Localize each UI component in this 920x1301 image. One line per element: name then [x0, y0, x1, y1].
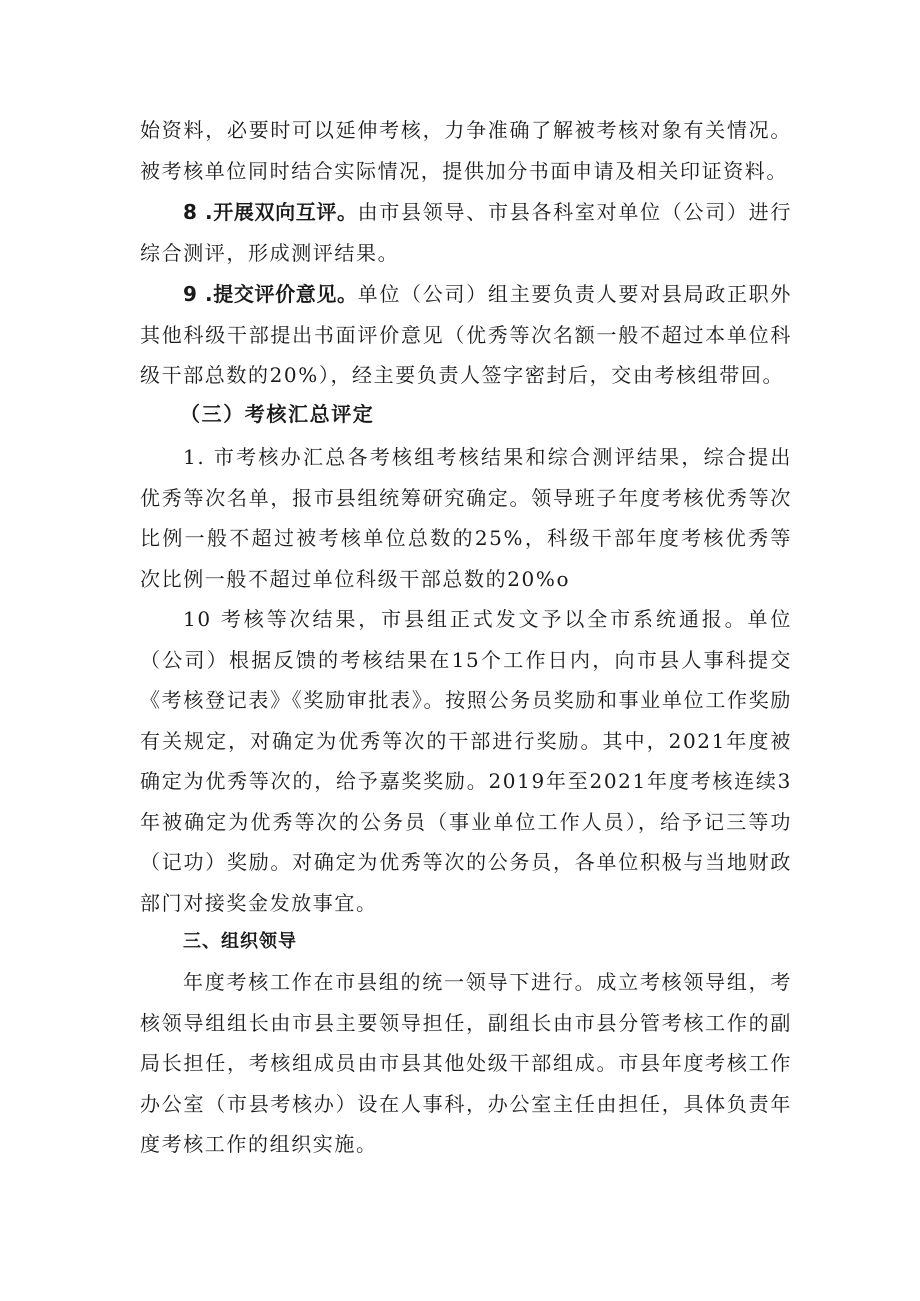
- paragraph-submit-evaluation: [140, 274, 792, 396]
- paragraph-rank-results: [140, 599, 792, 923]
- paragraph-verification-materials: [140, 110, 792, 191]
- paragraph-text: 由市县领导、市县各科室对单位（公司）进行综合测评，形成测评结果。: [140, 200, 792, 265]
- paragraph-text: 年度考核工作在市县组的统一领导下进行。成立考核领导组，考核领导组组长由市县主要领导担任，副组长由市县分管考核工作的副局长担任，考核组成员由市县其他处级干部组成。市县年度考核工作办公室（市县考核办）设在人事科，办公室主任由担任，具体负责年度考核工作的组织实施。: [140, 970, 792, 1156]
- paragraph-summary-results: [140, 437, 792, 599]
- subheading-summary-assessment: （三）考核汇总评定: [180, 402, 375, 426]
- item-8-lead: 8 .开展双向互评。: [183, 200, 358, 224]
- item-9-lead: 9 .提交评价意见。: [183, 282, 358, 306]
- paragraph-text: 1. 市考核办汇总各考核组考核结果和综合测评结果，综合提出优秀等次名单，报市县组统筹研究确定。领导班子年度考核优秀等次比例一般不超过被考核单位总数的25%，科级干部年度考核优秀等次比例一般不超过单位科级干部总数的20%o: [140, 445, 792, 591]
- paragraph-organization-leadership: [140, 962, 792, 1165]
- section-heading-organization: 三、组织领导: [183, 931, 297, 952]
- paragraph-text: 10 考核等次结果，市县组正式发文予以全市系统通报。单位（公司）根据反馈的考核结果在15个工作日内，向市县人事科提交《考核登记表》《奖励审批表》。按照公务员奖励和事业单位工作奖励有关规定，对确定为优秀等次的干部进行奖励。其中，2021年度被确定为优秀等次的，给予嘉奖奖励。2019年至2021年度考核连续3年被确定为优秀等次的公务员（事业单位工作人员），给予记三等功（记功）奖励。对确定为优秀等次的公务员，各单位积极与当地财政部门对接奖金发放事宜。: [140, 607, 792, 915]
- paragraph-mutual-evaluation: [140, 192, 792, 273]
- paragraph-text: 单位（公司）组主要负责人要对县局政正职外其他科级干部提出书面评价意见（优秀等次名额一般不超过本单位科级干部总数的20%），经主要负责人签字密封后，交由考核组带回。: [140, 282, 792, 387]
- paragraph-text: 始资料，必要时可以延伸考核，力争准确了解被考核对象有关情况。被考核单位同时结合实际情况，提供加分书面申请及相关印证资料。: [140, 118, 792, 183]
